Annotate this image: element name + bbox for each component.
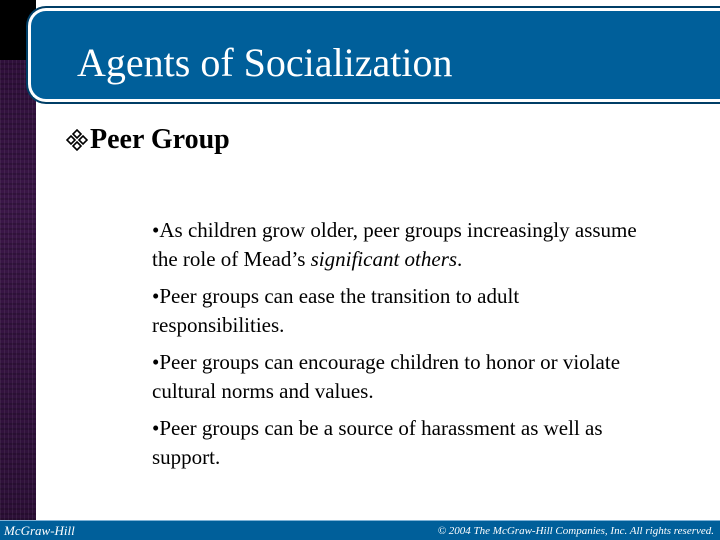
bullet-item: •Peer groups can ease the transition to adult responsibilities.: [152, 284, 520, 337]
bullet-item: •Peer groups can encourage children to honor or violate cultural norms and values.: [152, 350, 621, 403]
four-diamond-icon: [66, 129, 88, 151]
slide-title: Agents of Socialization: [77, 40, 453, 85]
section-heading: [66, 124, 230, 156]
bullet-item: •Peer groups can be a source of harassment as well as support.: [152, 416, 603, 469]
slide-footer: [0, 520, 720, 540]
bullet-list: [152, 216, 652, 480]
slide-header: [28, 8, 720, 102]
copyright-notice: © 2004 The McGraw-Hill Companies, Inc. All rights reserved.: [437, 525, 714, 537]
section-heading-label: Peer Group: [90, 124, 230, 155]
bullet-item: •As children grow older, peer groups increasingly assume the role of Mead’s significant others.: [152, 218, 637, 271]
publisher-label: McGraw-Hill: [4, 523, 75, 538]
